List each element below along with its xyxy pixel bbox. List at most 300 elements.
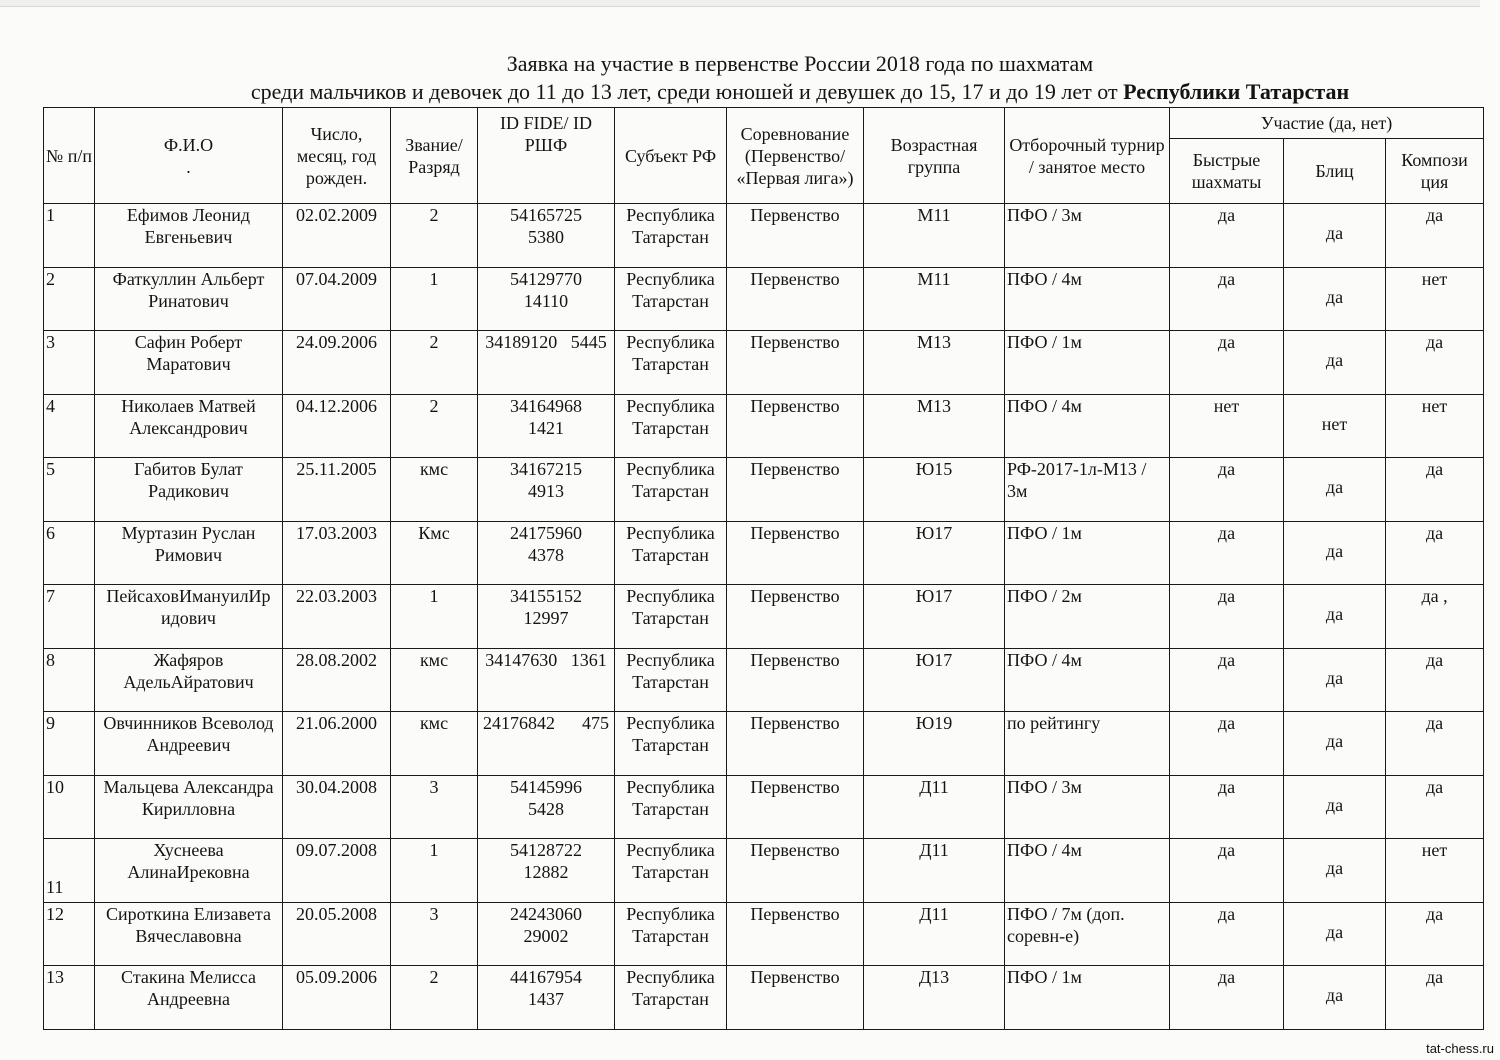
blitz-value: да	[1325, 604, 1344, 624]
dob-value: 17.03.2003	[296, 522, 377, 543]
cell-num	[44, 902, 95, 966]
subject-line1: Республика	[626, 332, 715, 352]
cell-id	[478, 521, 615, 585]
row-number: 9	[46, 713, 55, 733]
cell-subject	[615, 521, 727, 585]
rapid-value: да	[1217, 776, 1236, 797]
subject-line2: Татарстан	[632, 481, 709, 501]
rank-value: кмс	[419, 459, 449, 479]
cell-rank	[391, 839, 478, 903]
cell-subject	[615, 839, 727, 903]
cell-fio	[95, 204, 283, 268]
cell-id	[478, 839, 615, 903]
rank-value: 1	[429, 586, 439, 606]
document-title: Заявка на участие в первенстве России 2018 года по шахматам	[506, 51, 1094, 76]
cell-num	[44, 648, 95, 712]
rapid-value: да	[1217, 459, 1236, 479]
age-group-value: М11	[917, 268, 951, 289]
cell-rank	[391, 204, 478, 268]
cell-composition	[1386, 966, 1484, 1030]
blitz-value: да	[1325, 858, 1344, 878]
cell-blitz	[1284, 521, 1386, 585]
cell-blitz	[1284, 712, 1386, 776]
cell-dob	[283, 839, 391, 903]
cell-id	[478, 775, 615, 839]
cell-rapid	[1170, 775, 1284, 839]
qualifier-value: по рейтингу	[1007, 713, 1101, 733]
table-row	[44, 458, 1484, 522]
rank-value: 2	[429, 967, 439, 987]
composition-value: да	[1425, 649, 1444, 670]
cell-subject	[615, 458, 727, 522]
header-qualifier: Отборочный турнир / занятое место	[1005, 108, 1170, 204]
competition-value: Первенство	[750, 903, 840, 924]
row-number: 4	[46, 395, 55, 416]
cell-dob	[283, 521, 391, 585]
fio-line2: Евгеньевич	[144, 227, 233, 247]
table-row	[44, 902, 1484, 966]
header-age-group: Возрастная группа	[864, 108, 1005, 204]
competition-value: Первенство	[750, 967, 840, 987]
fio-line1: Овчинников Всеволод	[103, 713, 274, 733]
cell-competition	[727, 775, 864, 839]
table-row	[44, 839, 1484, 903]
id-line1: 24175960	[510, 522, 582, 543]
cell-competition	[727, 648, 864, 712]
rank-value: 1	[429, 840, 439, 860]
id-line1: 54165725	[510, 205, 582, 225]
composition-value: да	[1425, 776, 1444, 797]
cell-id	[478, 458, 615, 522]
cell-num	[44, 966, 95, 1030]
age-group-value: Ю17	[915, 649, 953, 670]
subject-line2: Татарстан	[632, 989, 709, 1009]
age-group-value: Ю17	[915, 522, 953, 543]
cell-composition	[1386, 902, 1484, 966]
cell-rank	[391, 458, 478, 522]
cell-blitz	[1284, 267, 1386, 331]
competition-value: Первенство	[750, 776, 840, 797]
id-line2: 12997	[523, 608, 569, 628]
cell-subject	[615, 204, 727, 268]
cell-qualifier	[1005, 585, 1170, 649]
composition-value: да ,	[1421, 586, 1448, 606]
composition-value: да	[1425, 459, 1444, 479]
id-line2: 5428	[528, 798, 564, 819]
cell-composition	[1386, 585, 1484, 649]
fio-line1: Ефимов Леонид	[126, 205, 251, 225]
fio-line1: Николаев Матвей	[121, 395, 256, 416]
cell-dob	[283, 712, 391, 776]
cell-rank	[391, 331, 478, 395]
cell-age-group	[864, 648, 1005, 712]
cell-dob	[283, 458, 391, 522]
table-row	[44, 712, 1484, 776]
rapid-value: да	[1217, 713, 1236, 733]
table-row	[44, 204, 1484, 268]
subject-line1: Республика	[626, 522, 715, 543]
rapid-value: да	[1217, 649, 1236, 670]
cell-competition	[727, 585, 864, 649]
competition-value: Первенство	[750, 840, 840, 860]
cell-age-group	[864, 585, 1005, 649]
cell-fio	[95, 267, 283, 331]
subject-line1: Республика	[626, 649, 715, 670]
cell-competition	[727, 521, 864, 585]
cell-rapid	[1170, 458, 1284, 522]
cell-num	[44, 458, 95, 522]
rapid-value: да	[1217, 268, 1236, 289]
row-number: 12	[46, 903, 64, 924]
cell-competition	[727, 902, 864, 966]
competition-value: Первенство	[750, 522, 840, 543]
scan-top-edge	[0, 0, 1480, 7]
cell-fio	[95, 775, 283, 839]
cell-rapid	[1170, 204, 1284, 268]
id-line2: 12882	[523, 862, 569, 882]
cell-dob	[283, 204, 391, 268]
cell-num	[44, 331, 95, 395]
cell-id	[478, 585, 615, 649]
competition-value: Первенство	[750, 586, 840, 606]
subject-line2: Татарстан	[632, 290, 709, 311]
competition-value: Первенство	[750, 332, 840, 352]
cell-composition	[1386, 839, 1484, 903]
qualifier-value: ПФО / 3м	[1007, 776, 1082, 797]
fio-line2: АлинаИрековна	[127, 862, 250, 882]
rapid-value: да	[1217, 967, 1236, 987]
header-rank: Звание/ Разряд	[391, 108, 478, 204]
dob-value: 04.12.2006	[296, 395, 377, 416]
id-line2: 5380	[528, 227, 564, 247]
cell-rapid	[1170, 331, 1284, 395]
cell-competition	[727, 966, 864, 1030]
rapid-value: да	[1217, 586, 1236, 606]
composition-value: да	[1425, 903, 1444, 924]
id-line1: 34189120 5445	[485, 332, 607, 352]
competition-value: Первенство	[750, 713, 840, 733]
cell-subject	[615, 331, 727, 395]
table-row	[44, 394, 1484, 458]
competition-value: Первенство	[750, 395, 840, 416]
cell-rank	[391, 267, 478, 331]
site-watermark: tat-chess.ru	[1426, 1041, 1494, 1056]
competition-value: Первенство	[750, 459, 840, 479]
id-line1: 34167215	[510, 459, 582, 479]
subtitle-region: Республики Татарстан	[1123, 79, 1350, 104]
age-group-value: М11	[917, 205, 951, 225]
id-line2: 4913	[528, 481, 564, 501]
header-subject: Субъект РФ	[615, 108, 727, 204]
rank-value: Кмс	[418, 522, 450, 543]
cell-blitz	[1284, 204, 1386, 268]
age-group-value: Д13	[918, 967, 950, 987]
age-group-value: Д11	[919, 840, 949, 860]
cell-rapid	[1170, 394, 1284, 458]
composition-value: да	[1425, 205, 1444, 225]
subject-line1: Республика	[626, 459, 715, 479]
fio-line1: Муртазин Руслан	[121, 522, 256, 543]
competition-value: Первенство	[750, 205, 840, 225]
cell-blitz	[1284, 331, 1386, 395]
table-body	[44, 204, 1484, 1030]
cell-composition	[1386, 521, 1484, 585]
header-fio-dot: .	[186, 156, 191, 177]
cell-qualifier	[1005, 902, 1170, 966]
rapid-value: да	[1217, 903, 1236, 924]
header-rapid: Быстрые шахматы	[1170, 139, 1284, 204]
blitz-value: да	[1325, 477, 1344, 497]
cell-fio	[95, 458, 283, 522]
id-line1: 34147630 1361	[485, 649, 607, 670]
cell-subject	[615, 902, 727, 966]
cell-subject	[615, 267, 727, 331]
fio-line1: Сироткина Елизавета	[106, 903, 271, 924]
subject-line1: Республика	[626, 776, 715, 797]
qualifier-value: ПФО / 1м	[1007, 967, 1082, 987]
subject-line2: Татарстан	[632, 354, 709, 374]
cell-competition	[727, 394, 864, 458]
cell-qualifier	[1005, 712, 1170, 776]
blitz-value: да	[1325, 350, 1344, 370]
age-group-value: Д11	[919, 776, 949, 797]
qualifier-value: ПФО / 1м	[1007, 522, 1082, 543]
cell-fio	[95, 331, 283, 395]
cell-composition	[1386, 712, 1484, 776]
rank-value: кмс	[419, 713, 449, 733]
row-number: 7	[46, 586, 55, 606]
cell-qualifier	[1005, 394, 1170, 458]
cell-age-group	[864, 712, 1005, 776]
cell-fio	[95, 521, 283, 585]
cell-id	[478, 204, 615, 268]
cell-dob	[283, 902, 391, 966]
cell-fio	[95, 648, 283, 712]
header-id: ID FIDE/ ID РШФ	[478, 108, 615, 204]
table-row	[44, 775, 1484, 839]
dob-value: 02.02.2009	[296, 205, 377, 225]
cell-age-group	[864, 267, 1005, 331]
subject-line2: Татарстан	[632, 227, 709, 247]
cell-subject	[615, 775, 727, 839]
cell-rapid	[1170, 712, 1284, 776]
qualifier-value: ПФО / 3м	[1007, 205, 1082, 225]
fio-line2: Радикович	[148, 481, 229, 501]
cell-age-group	[864, 204, 1005, 268]
composition-value: да	[1425, 967, 1444, 987]
competition-value: Первенство	[750, 649, 840, 670]
cell-age-group	[864, 521, 1005, 585]
id-line1: 54128722	[510, 840, 582, 860]
cell-blitz	[1284, 458, 1386, 522]
fio-line1: Хуснеева	[153, 840, 224, 860]
id-line2: 14110	[523, 290, 569, 311]
cell-age-group	[864, 902, 1005, 966]
cell-competition	[727, 839, 864, 903]
cell-age-group	[864, 458, 1005, 522]
cell-qualifier	[1005, 648, 1170, 712]
cell-competition	[727, 267, 864, 331]
age-group-value: М13	[916, 332, 951, 352]
header-competition: Соревнование (Первенство/ «Первая лига»)	[727, 108, 864, 204]
cell-rapid	[1170, 648, 1284, 712]
cell-id	[478, 712, 615, 776]
row-number: 3	[46, 332, 55, 352]
rapid-value: да	[1217, 205, 1236, 225]
dob-value: 30.04.2008	[296, 776, 377, 797]
composition-value: да	[1425, 713, 1444, 733]
rapid-value: да	[1217, 332, 1236, 352]
cell-num	[44, 267, 95, 331]
subject-line2: Татарстан	[632, 417, 709, 438]
header-blitz: Блиц	[1284, 139, 1386, 204]
cell-rapid	[1170, 267, 1284, 331]
cell-blitz	[1284, 775, 1386, 839]
cell-dob	[283, 585, 391, 649]
cell-blitz	[1284, 966, 1386, 1030]
fio-line2: Вячеславовна	[135, 925, 242, 946]
subject-line2: Татарстан	[632, 735, 709, 755]
cell-num	[44, 204, 95, 268]
fio-line1: Габитов Булат	[134, 459, 243, 479]
cell-id	[478, 331, 615, 395]
dob-value: 25.11.2005	[296, 459, 377, 479]
cell-competition	[727, 331, 864, 395]
table-row	[44, 585, 1484, 649]
rank-value: кмс	[419, 649, 449, 670]
qualifier-value: ПФО / 2м	[1007, 586, 1082, 606]
cell-rapid	[1170, 902, 1284, 966]
cell-rapid	[1170, 839, 1284, 903]
qualifier-value: РФ-2017-1л-М13 / 3м	[1007, 459, 1147, 501]
id-line2: 1437	[528, 989, 564, 1009]
competition-value: Первенство	[750, 268, 840, 289]
fio-line2: Александрович	[129, 417, 248, 438]
subject-line2: Татарстан	[632, 925, 709, 946]
composition-value: нет	[1421, 840, 1448, 860]
blitz-value: да	[1325, 985, 1344, 1005]
cell-id	[478, 966, 615, 1030]
cell-blitz	[1284, 839, 1386, 903]
rank-value: 3	[429, 903, 439, 924]
cell-subject	[615, 712, 727, 776]
cell-qualifier	[1005, 204, 1170, 268]
cell-blitz	[1284, 902, 1386, 966]
fio-line2: Ринатович	[148, 290, 229, 311]
blitz-value: да	[1325, 921, 1344, 942]
qualifier-value: ПФО / 4м	[1007, 268, 1082, 289]
cell-subject	[615, 585, 727, 649]
cell-fio	[95, 394, 283, 458]
table-row	[44, 521, 1484, 585]
blitz-value: нет	[1321, 413, 1348, 434]
qualifier-value: ПФО / 4м	[1007, 649, 1082, 670]
header-dob: Число, месяц, год рожден.	[283, 108, 391, 204]
cell-composition	[1386, 331, 1484, 395]
cell-rank	[391, 394, 478, 458]
cell-blitz	[1284, 394, 1386, 458]
rapid-value: нет	[1213, 395, 1240, 416]
row-number: 10	[46, 776, 64, 797]
table-row	[44, 966, 1484, 1030]
cell-competition	[727, 204, 864, 268]
cell-composition	[1386, 204, 1484, 268]
subject-line2: Татарстан	[632, 671, 709, 692]
dob-value: 07.04.2009	[296, 268, 377, 289]
row-number: 8	[46, 649, 55, 670]
cell-age-group	[864, 331, 1005, 395]
cell-dob	[283, 331, 391, 395]
cell-rank	[391, 521, 478, 585]
cell-qualifier	[1005, 331, 1170, 395]
cell-dob	[283, 775, 391, 839]
fio-line1: Фаткуллин Альберт	[112, 268, 265, 289]
qualifier-value: ПФО / 4м	[1007, 395, 1082, 416]
cell-qualifier	[1005, 839, 1170, 903]
cell-dob	[283, 966, 391, 1030]
id-line1: 54145996	[510, 776, 582, 797]
header-participation: Участие (да, нет)	[1170, 108, 1484, 139]
cell-num	[44, 585, 95, 649]
blitz-value: да	[1325, 667, 1344, 688]
subject-line1: Республика	[626, 268, 715, 289]
subject-line1: Республика	[626, 395, 715, 416]
cell-age-group	[864, 966, 1005, 1030]
subject-line1: Республика	[626, 713, 715, 733]
composition-value: нет	[1421, 395, 1448, 416]
cell-rank	[391, 966, 478, 1030]
dob-value: 05.09.2006	[296, 967, 377, 987]
cell-rank	[391, 902, 478, 966]
subject-line2: Татарстан	[632, 544, 709, 565]
row-number: 1	[46, 205, 55, 225]
fio-line2: Кирилловна	[141, 798, 236, 819]
cell-composition	[1386, 648, 1484, 712]
fio-line2: Римович	[154, 544, 223, 565]
cell-qualifier	[1005, 521, 1170, 585]
id-line1: 54129770	[510, 268, 582, 289]
cell-blitz	[1284, 648, 1386, 712]
composition-value: нет	[1421, 268, 1448, 289]
cell-subject	[615, 648, 727, 712]
dob-value: 20.05.2008	[296, 903, 377, 924]
row-number: 5	[46, 459, 55, 479]
cell-dob	[283, 648, 391, 712]
header-composition: Компози ция	[1386, 139, 1484, 204]
cell-rank	[391, 712, 478, 776]
table-row	[44, 331, 1484, 395]
cell-age-group	[864, 775, 1005, 839]
age-group-value: Ю17	[915, 586, 953, 606]
cell-id	[478, 902, 615, 966]
dob-value: 21.06.2000	[296, 713, 377, 733]
composition-value: да	[1425, 522, 1444, 543]
cell-num	[44, 521, 95, 585]
dob-value: 22.03.2003	[296, 586, 377, 606]
cell-fio	[95, 585, 283, 649]
id-line2: 4378	[528, 544, 564, 565]
cell-qualifier	[1005, 775, 1170, 839]
rapid-value: да	[1217, 840, 1236, 860]
row-number: 2	[46, 268, 55, 289]
subject-line2: Татарстан	[632, 608, 709, 628]
cell-rank	[391, 648, 478, 712]
cell-fio	[95, 839, 283, 903]
cell-id	[478, 394, 615, 458]
cell-subject	[615, 966, 727, 1030]
cell-rank	[391, 775, 478, 839]
cell-fio	[95, 902, 283, 966]
